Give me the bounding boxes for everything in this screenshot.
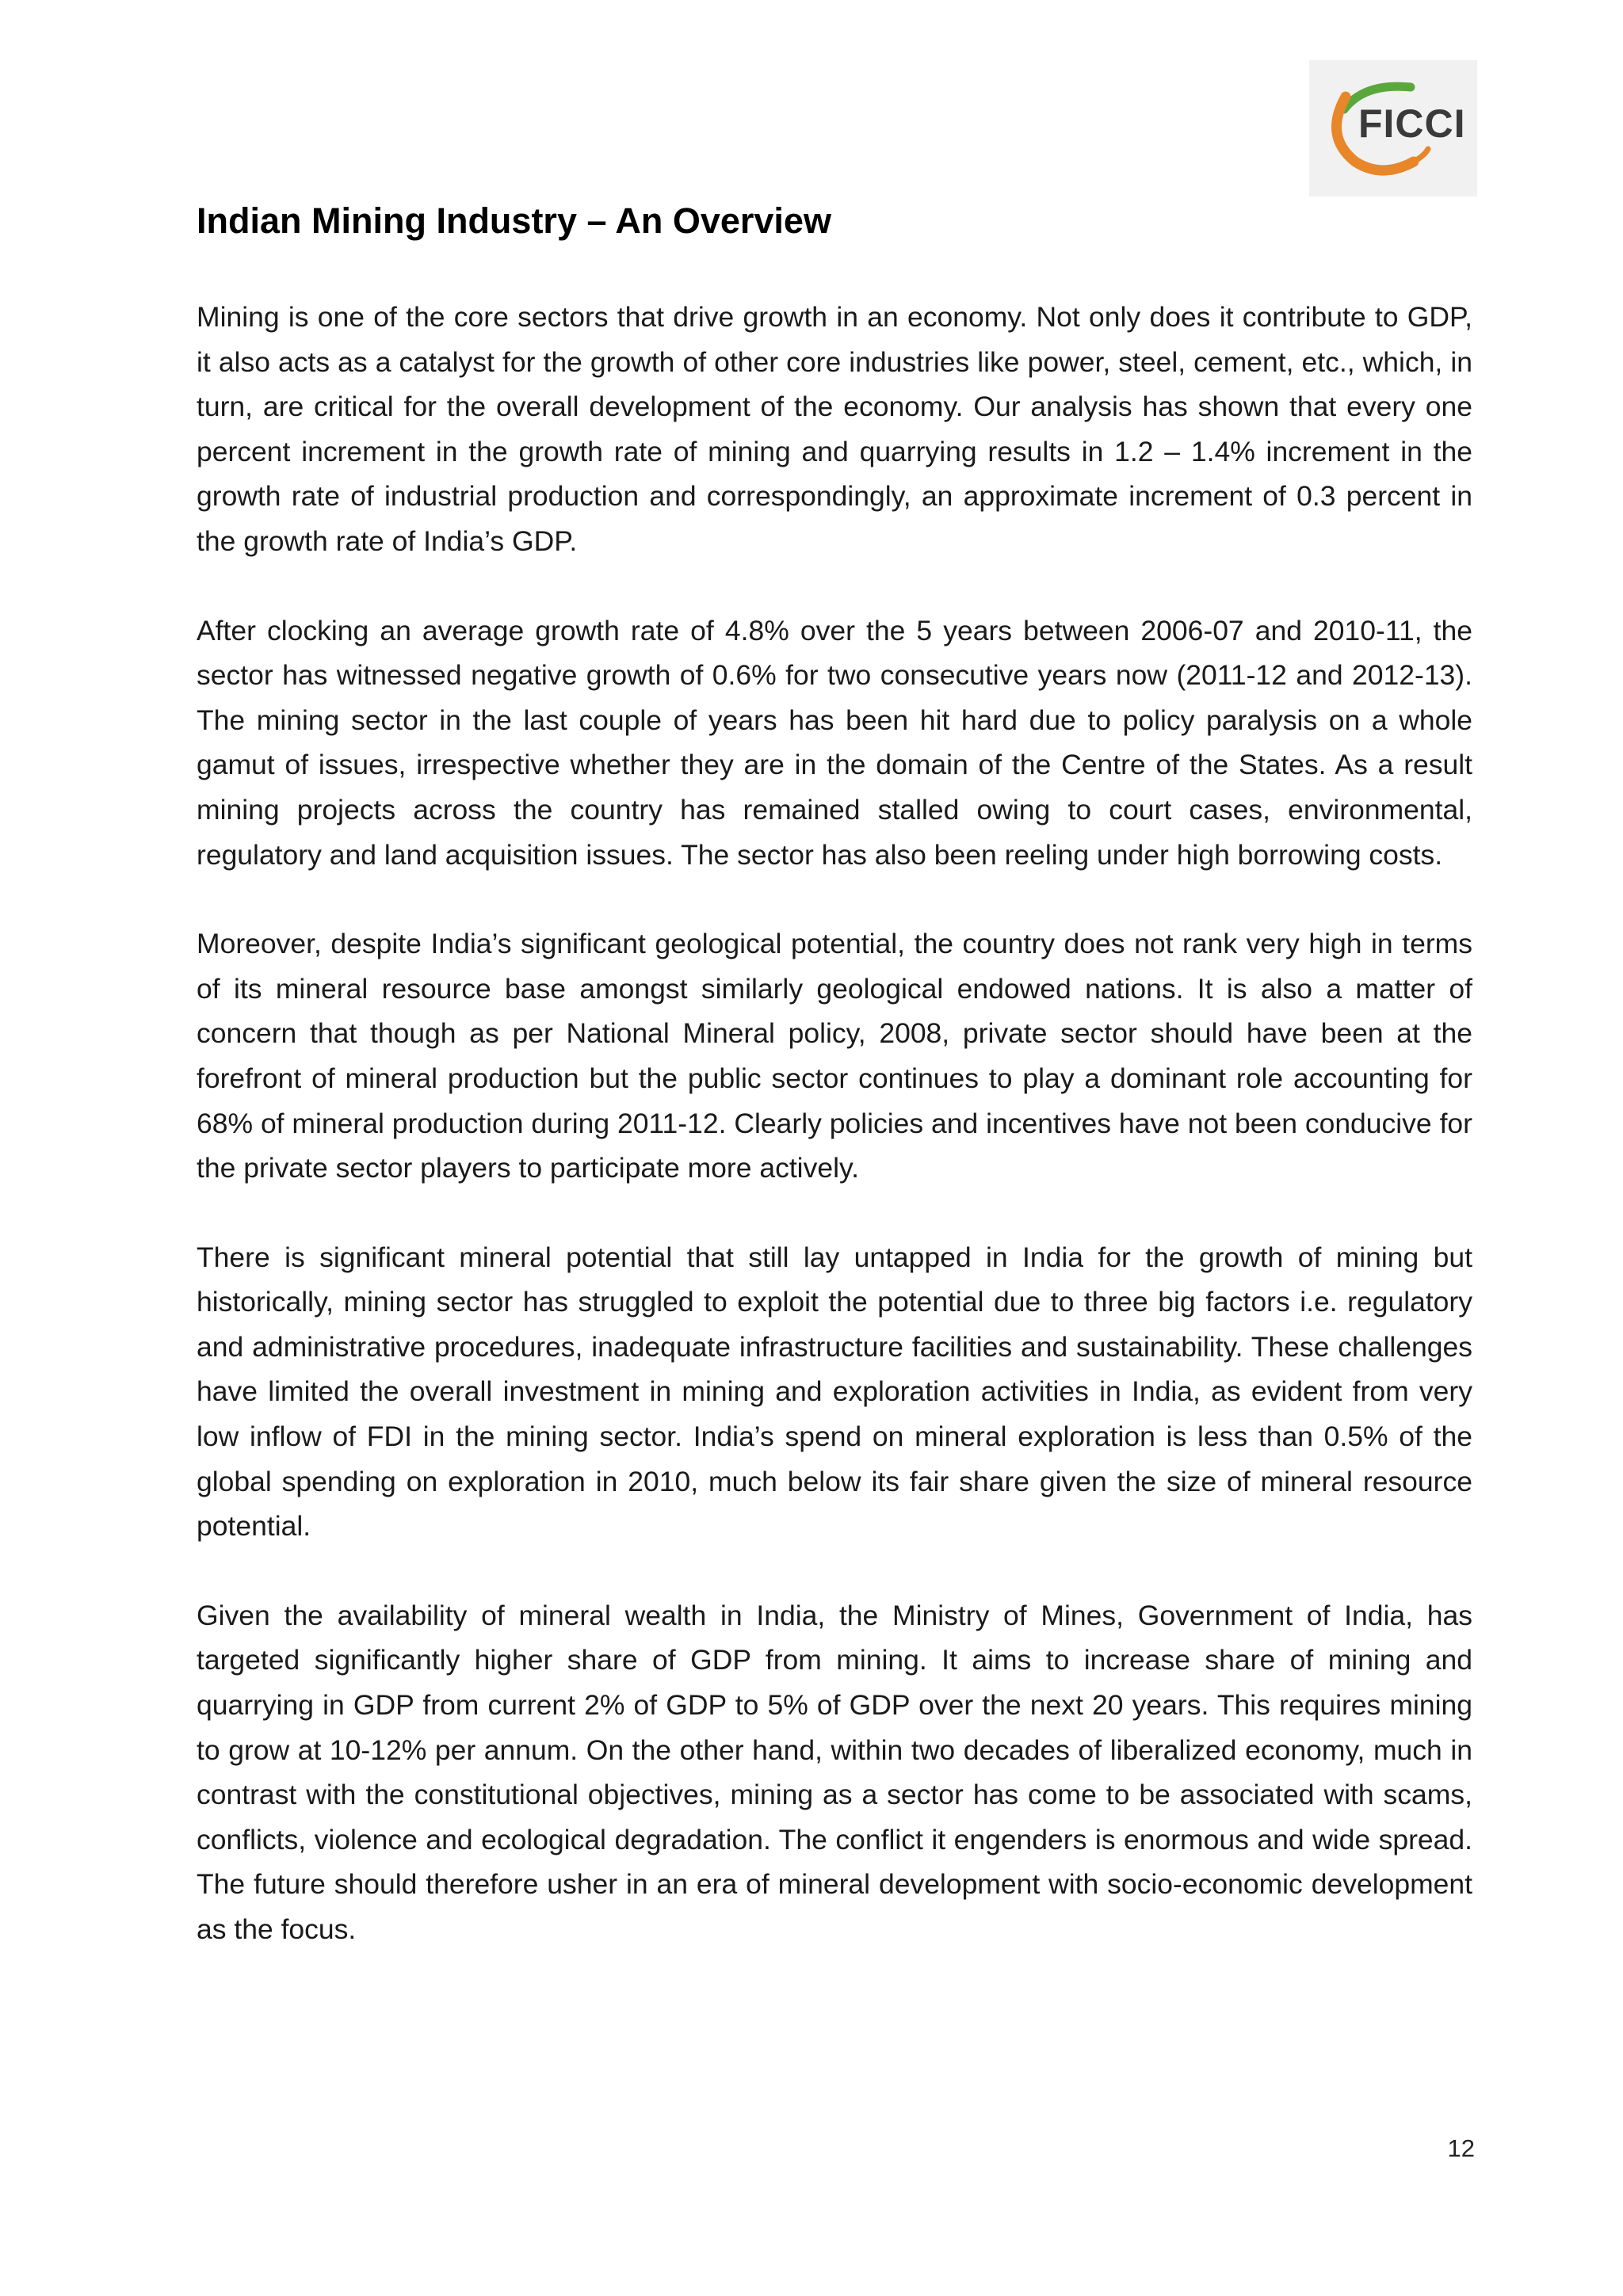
page-number: 12 <box>1447 2134 1475 2162</box>
paragraph-resources: Moreover, despite India’s significant geological potential, the country does not rank very high in terms of its mineral resource base amongst similarly geological endowed nations. It is also a matter of concern that though as per National Mineral policy, 2008, private sector should have been at the forefront of mineral production but the public sector continues to play a dominant role accounting for 68% of mineral production during 2011-12. Clearly policies and incentives have not been conducive for the private sector players to participate more actively. <box>197 928 1472 1184</box>
ficci-logo <box>1309 60 1477 196</box>
paragraph-gdp-target: Given the availability of mineral wealth in India, the Ministry of Mines, Government of India, has targeted significantly higher share of GDP from mining. It aims to increase share of mining and quarrying in GDP from current 2% of GDP to 5% of GDP over the next 20 years. This requires mining to grow at 10-12% per annum. On the other hand, within two decades of liberalized economy, much in contrast with the constitutional objectives, mining as a sector has come to be associated with scams, conflicts, violence and ecological degradation. The conflict it engenders is enormous and wide spread. The future should therefore usher in an era of mineral development with socio-economic development as the focus. <box>197 1599 1472 1945</box>
paragraph-growth: After clocking an average growth rate of 4.8% over the 5 years between 2006-07 and 2010-11, the sector has witnessed negative growth of 0.6% for two consecutive years now (2011-12 and 2012-13). The mining sector in the last couple of years has been hit hard due to policy paralysis on a whole gamut of issues, irrespective whether they are in the domain of the Centre of the States. As a result mining projects across the country has remained stalled owing to court cases, environmental, regulatory and land acquisition issues. The sector has also been reeling under high borrowing costs. <box>197 614 1472 871</box>
logo-wordmark: FICCI <box>1358 101 1466 146</box>
body-text <box>197 295 1472 1997</box>
page-title: Indian Mining Industry – An Overview <box>197 200 831 241</box>
paragraph-intro: Mining is one of the core sectors that drive growth in an economy. Not only does it contribute to GDP, it also acts as a catalyst for the growth of other core industries like power, steel, cement, etc., which, in turn, are critical for the overall development of the economy. Our analysis has shown that every one percent increment in the growth rate of mining and quarrying results in 1.2 – 1.4% increment in the growth rate of industrial production and correspondingly, an approximate increment of 0.3 percent in the growth rate of India’s GDP. <box>197 301 1472 557</box>
paragraph-potential: There is significant mineral potential that still lay untapped in India for the growth of mining but historically, mining sector has struggled to exploit the potential due to three big factors i.e. regulatory and administrative procedures, inadequate infrastructure facilities and sustainability. These challenges have limited the overall investment in mining and exploration activities in India, as evident from very low inflow of FDI in the mining sector. India’s spend on mineral exploration is less than 0.5% of the global spending on exploration in 2010, much below its fair share given the size of mineral resource potential. <box>197 1241 1472 1543</box>
